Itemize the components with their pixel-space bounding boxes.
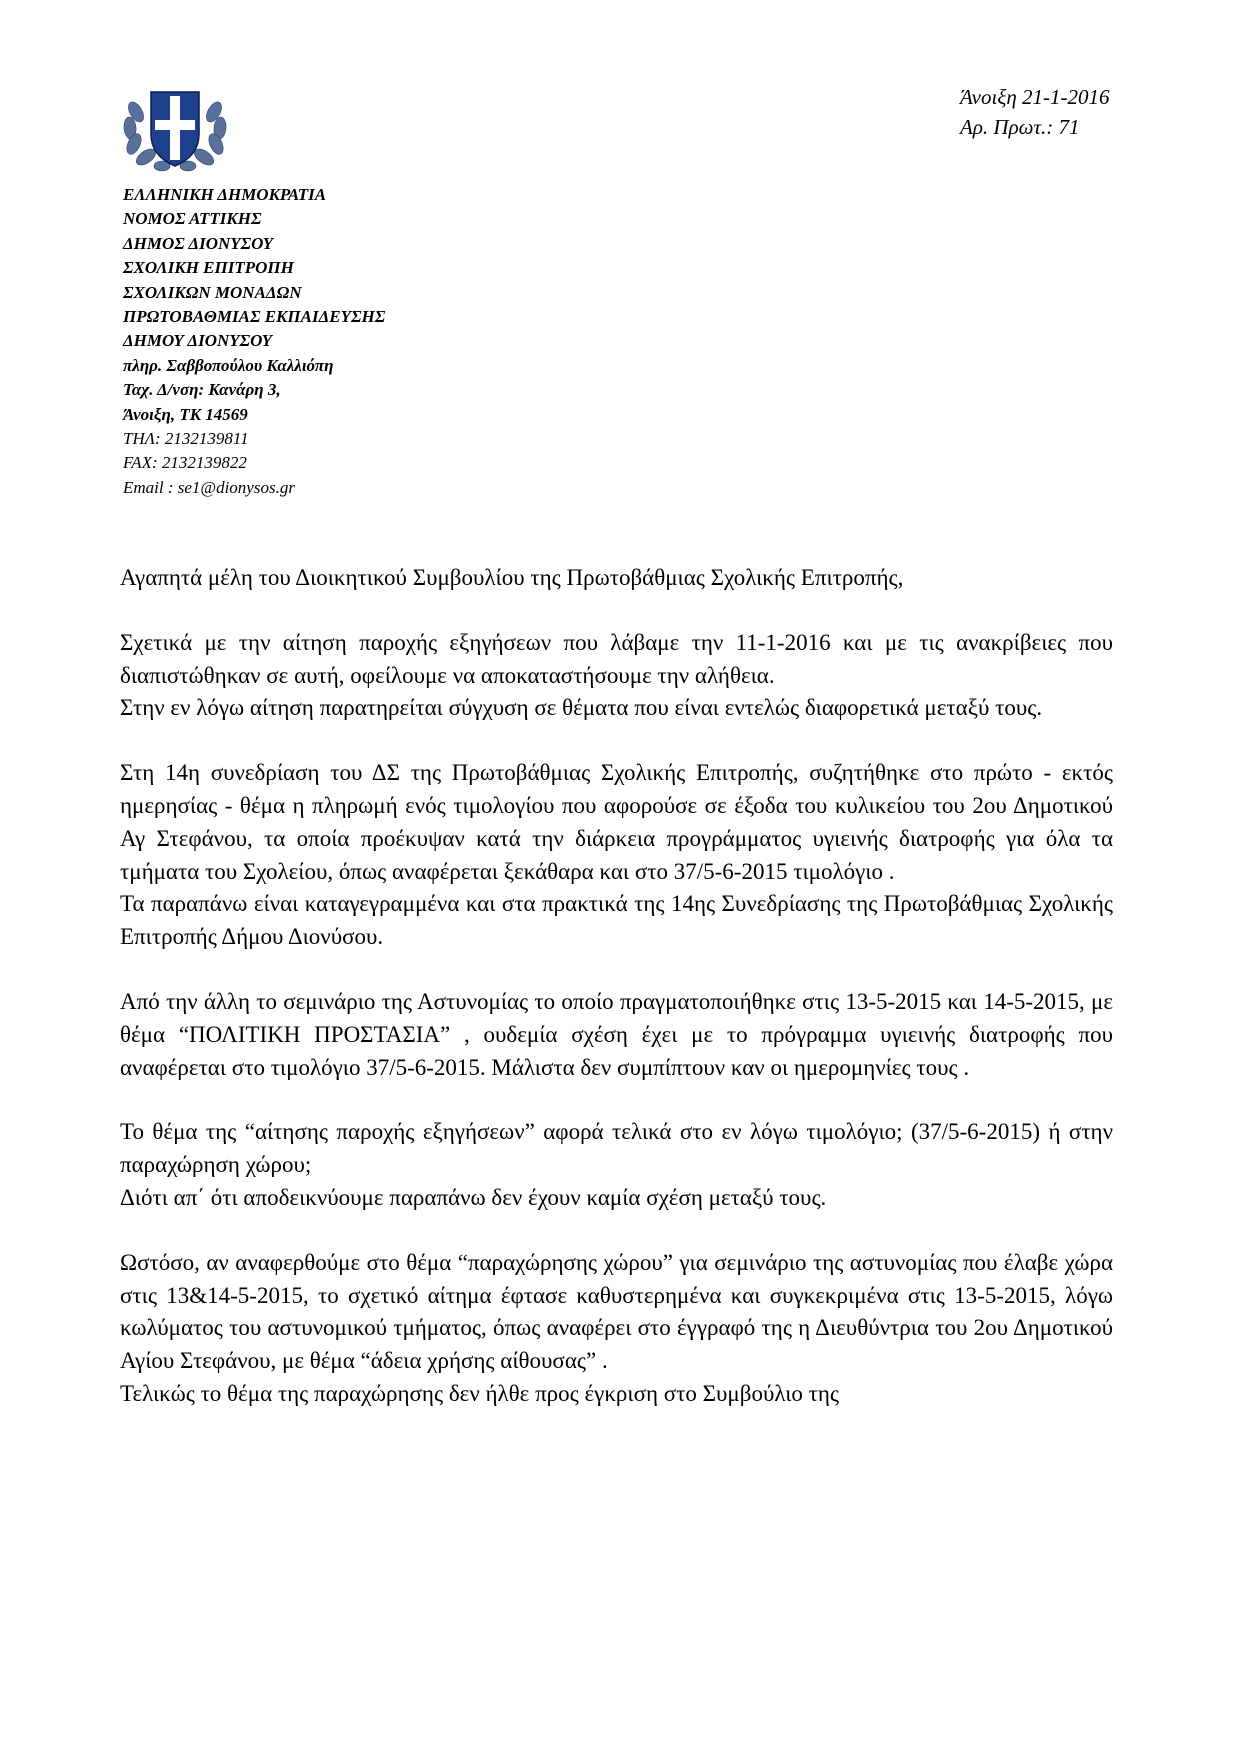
header-line: Άνοιξη, ΤΚ 14569 <box>123 404 248 424</box>
paragraph: Το θέμα της “αίτησης παροχής εξηγήσεων” αφορά τελικά στο εν λόγω τιμολόγιο; (37/5-6-2015) ή στην παραχώρηση χώρου; <box>120 1119 1113 1178</box>
paragraph: Από την άλλη το σεμινάριο της Αστυνομίας το οποίο πραγματοποιήθηκε στις 13-5-2015 και 14-5-2015, με θέμα “ΠΟΛΙΤΙΚΗ ΠΡΟΣΤΑΣΙΑ” , ουδεμία σχέση έχει με το πρόγραμμα υγιεινής διατροφής που αναφέρεται στο τιμολόγιο 37/5-6-2015. Μάλιστα δεν συμπίπτουν καν οι ημερομηνίες τους . <box>120 988 1113 1080</box>
paragraph: Στην εν λόγω αίτηση παρατηρείται σύγχυση σε θέματα που είναι εντελώς διαφορετικά μεταξύ τους. <box>120 695 1043 721</box>
header-line: ΔΗΜΟΣ ΔΙΟΝΥΣΟΥ <box>123 233 273 253</box>
header-line: ΣΧΟΛΙΚΩΝ ΜΟΝΑΔΩΝ <box>123 282 302 302</box>
header-line: ΕΛΛΗΝΙΚΗ ΔΗΜΟΚΡΑΤΙΑ <box>123 185 327 204</box>
paragraph: Τα παραπάνω είναι καταγεγραμμένα και στα πρακτικά της 14ης Συνεδρίασης της Πρωτοβάθμιας Σχολικής Επιτροπής Δήμου Διονύσου. <box>120 891 1113 950</box>
header-line: ΔΗΜΟΥ ΔΙΟΝΥΣΟΥ <box>123 331 272 351</box>
letter-meta <box>960 82 1109 142</box>
header-line: ΣΧΟΛΙΚΗ ΕΠΙΤΡΟΠΗ <box>123 258 294 278</box>
header-line: ΝΟΜΟΣ ΑΤΤΙΚΗΣ <box>123 209 262 229</box>
protocol-number: Αρ. Πρωτ.: 71 <box>960 115 1080 139</box>
greeting: Αγαπητά μέλη του Διοικητικού Συμβουλίου της Πρωτοβάθμιας Σχολικής Επιτροπής, <box>120 565 904 590</box>
paragraph: Διότι απ΄ ότι αποδεικνύουμε παραπάνω δεν έχουν καμία σχέση μεταξύ τους. <box>120 1184 827 1210</box>
paragraph: Τελικώς το θέμα της παραχώρησης δεν ήλθε προς έγκριση στο Συμβούλιο της <box>120 1380 840 1406</box>
paragraph: Σχετικά με την αίτηση παροχής εξηγήσεων που λάβαμε την 11-1-2016 και με τις ανακρίβειες που διαπιστώθηκαν σε αυτή, οφείλουμε να αποκαταστήσουμε την αλήθεια. <box>120 629 1113 688</box>
paragraph: Στη 14η συνεδρίαση του ΔΣ της Πρωτοβάθμιας Σχολικής Επιτροπής, συζητήθηκε στο πρώτο - εκτός ημερησίας - θέμα η πληρωμή ενός τιμολογίου που αφορούσε σε έξοδα του κυλικείου του 2ου Δημοτικού Αγ Στεφάνου, τα οποία προέκυψαν κατά την διάρκεια προγράμματος υγιεινής διατροφής για όλα τα τμήματα του Σχολείου, όπως αναφέρεται ξεκάθαρα και στο 37/5-6-2015 τιμολόγιο . <box>120 760 1113 884</box>
paragraph: Ωστόσο, αν αναφερθούμε στο θέμα “παραχώρησης χώρου” για σεμινάριο της αστυνομίας που έλαβε χώρα στις 13&14-5-2015, το σχετικό αίτημα έφτασε καθυστερημένα και συγκεκριμένα στις 13-5-2015, λόγω κωλύματος του αστυνομικού τμήματος, όπως αναφέρει στο έγγραφό της η Διευθύντρια του 2ου Δημοτικού Αγίου Στεφάνου, με θέμα “άδεια χρήσης αίθουσας” . <box>120 1249 1113 1374</box>
phone-number: ΤΗΛ: 2132139811 <box>123 429 249 449</box>
header-line: Ταχ. Δ/νση: Κανάρη 3, <box>123 380 281 400</box>
header-line: πληρ. Σαββοπούλου Καλλιόπη <box>123 355 334 375</box>
sender-header <box>123 183 385 500</box>
letter-body <box>120 562 1113 1411</box>
fax-number: FAX: 2132139822 <box>123 453 247 473</box>
letter-date: Άνοιξη 21-1-2016 <box>960 85 1110 109</box>
header-line: ΠΡΩΤΟΒΑΘΜΙΑΣ ΕΚΠΑΙΔΕΥΣΗΣ <box>123 307 386 327</box>
greek-coat-of-arms-emblem <box>116 82 234 174</box>
email-address: Email : se1@dionysos.gr <box>123 477 295 497</box>
